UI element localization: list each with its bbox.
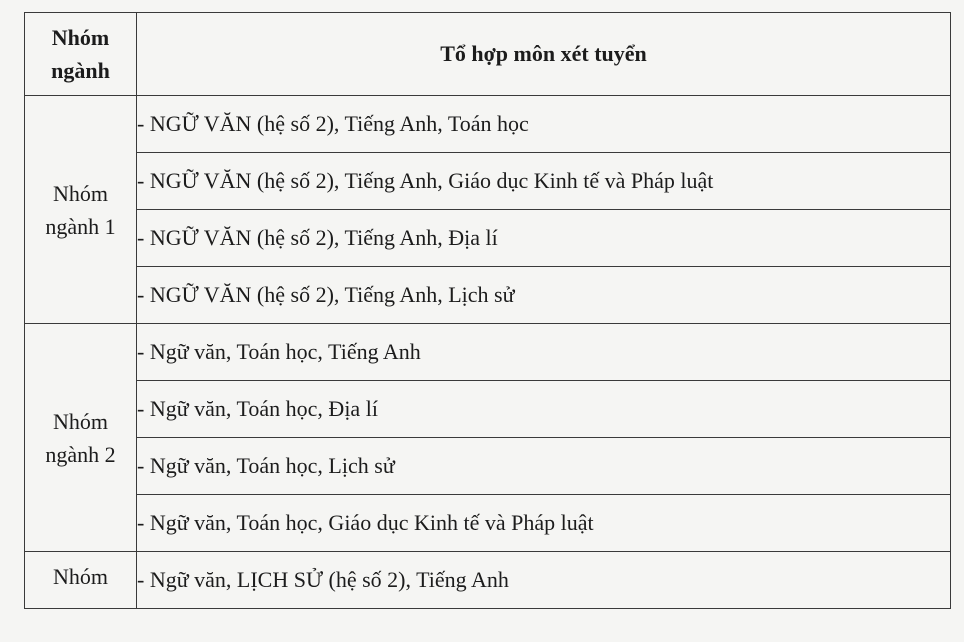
table-row — [25, 324, 951, 381]
group-1-line1: Nhóm — [53, 180, 108, 206]
combination-cell: - NGỮ VĂN (hệ số 2), Tiếng Anh, Toán học — [137, 96, 951, 153]
group-1-line2: ngành 1 — [45, 213, 116, 239]
table-row — [25, 552, 951, 609]
group-2-line2: ngành 2 — [45, 441, 116, 467]
table-row — [25, 495, 951, 552]
combination-cell: - Ngữ văn, Toán học, Tiếng Anh — [137, 324, 951, 381]
group-cell-1 — [25, 96, 137, 324]
combination-cell: - Ngữ văn, Toán học, Địa lí — [137, 381, 951, 438]
group-2-line1: Nhóm — [53, 408, 108, 434]
combination-cell: - NGỮ VĂN (hệ số 2), Tiếng Anh, Lịch sử — [137, 267, 951, 324]
group-cell-3 — [25, 552, 137, 609]
table-row — [25, 438, 951, 495]
combination-cell: - NGỮ VĂN (hệ số 2), Tiếng Anh, Giáo dục Kinh tế và Pháp luật — [137, 153, 951, 210]
group-cell-2 — [25, 324, 137, 552]
header-group-line2: ngành — [51, 58, 110, 83]
header-group — [25, 13, 137, 96]
table-row — [25, 267, 951, 324]
group-3-line1: Nhóm — [53, 564, 108, 589]
combination-cell: - NGỮ VĂN (hệ số 2), Tiếng Anh, Địa lí — [137, 210, 951, 267]
table-row — [25, 153, 951, 210]
combination-cell: - Ngữ văn, Toán học, Lịch sử — [137, 438, 951, 495]
table-row — [25, 381, 951, 438]
combination-cell: - Ngữ văn, Toán học, Giáo dục Kinh tế và Pháp luật — [137, 495, 951, 552]
table-row — [25, 210, 951, 267]
header-combination: Tổ hợp môn xét tuyển — [137, 13, 951, 96]
table-header-row — [25, 13, 951, 96]
admission-combinations-table — [24, 12, 951, 609]
header-group-line1: Nhóm — [51, 25, 110, 50]
combination-cell: - Ngữ văn, LỊCH SỬ (hệ số 2), Tiếng Anh — [137, 552, 951, 609]
table-row — [25, 96, 951, 153]
